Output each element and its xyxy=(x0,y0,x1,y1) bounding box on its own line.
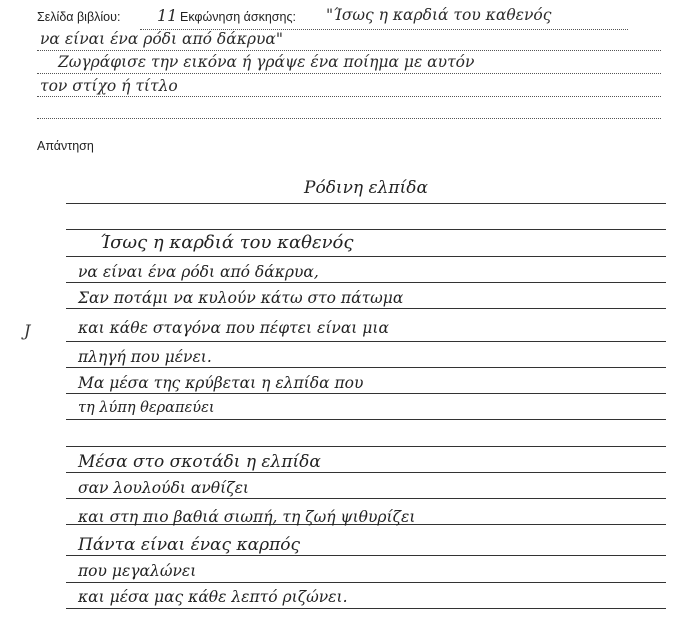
margin-mark: J xyxy=(24,321,31,340)
ruled-line xyxy=(66,446,666,447)
poem-line: Μα μέσα της κρύβεται η ελπίδα που xyxy=(78,374,364,392)
ruled-line xyxy=(66,555,666,556)
prompt-line-3: Ζωγράφισε την εικόνα ή γράψε ένα ποίημα με αυτόν xyxy=(58,53,475,71)
poem-line: πληγή που μένει. xyxy=(78,348,212,366)
poem-line: που μεγαλώνει xyxy=(78,562,197,580)
poem-line: και μέσα μας κάθε λεπτό ριζώνει. xyxy=(78,588,348,606)
page-number: 11 xyxy=(157,6,178,25)
prompt-line-2: να είναι ένα ρόδι από δάκρυα" xyxy=(40,30,284,48)
poem-line: να είναι ένα ρόδι από δάκρυα, xyxy=(78,263,319,281)
poem-line: Ίσως η καρδιά του καθενός xyxy=(100,232,354,253)
ruled-line xyxy=(66,203,666,204)
dotted-line xyxy=(37,50,661,51)
poem-line: Μέσα στο σκοτάδι η ελπίδα xyxy=(78,452,321,472)
ruled-line xyxy=(66,393,666,394)
prompt-line-4: τον στίχο ή τίτλο xyxy=(40,77,178,95)
poem-line: και στη πιο βαθιά σιωπή, τη ζωή ψιθυρίζει xyxy=(78,508,416,526)
ruled-line xyxy=(66,229,666,230)
answer-label: Απάντηση xyxy=(37,139,94,153)
ruled-line xyxy=(66,419,666,420)
ruled-line xyxy=(66,282,666,283)
dotted-line xyxy=(37,118,661,119)
poem-line: σαν λουλούδι ανθίζει xyxy=(78,479,249,497)
dotted-line xyxy=(37,73,661,74)
ruled-line xyxy=(66,472,666,473)
poem-title: Ρόδινη ελπίδα xyxy=(304,178,428,198)
dotted-line xyxy=(37,96,661,97)
ruled-line xyxy=(66,582,666,583)
poem-line: Πάντα είναι ένας καρπός xyxy=(78,535,301,555)
ruled-line xyxy=(66,367,666,368)
ruled-line xyxy=(66,608,666,609)
prompt-label: Εκφώνηση άσκησης: xyxy=(180,10,296,24)
poem-line: Σαν ποτάμι να κυλούν κάτω στο πάτωμα xyxy=(78,289,404,307)
prompt-line-1: "Ίσως η καρδιά του καθενός xyxy=(326,6,552,24)
ruled-line xyxy=(66,308,666,309)
poem-line: τη λύπη θεραπεύει xyxy=(78,400,215,416)
poem-line: και κάθε σταγόνα που πέφτει είναι μια xyxy=(78,319,389,337)
ruled-line xyxy=(66,256,666,257)
ruled-line xyxy=(66,498,666,499)
ruled-line xyxy=(66,341,666,342)
page-label xyxy=(37,10,120,24)
page-label-text: Σελίδα βιβλίου: xyxy=(37,10,121,24)
